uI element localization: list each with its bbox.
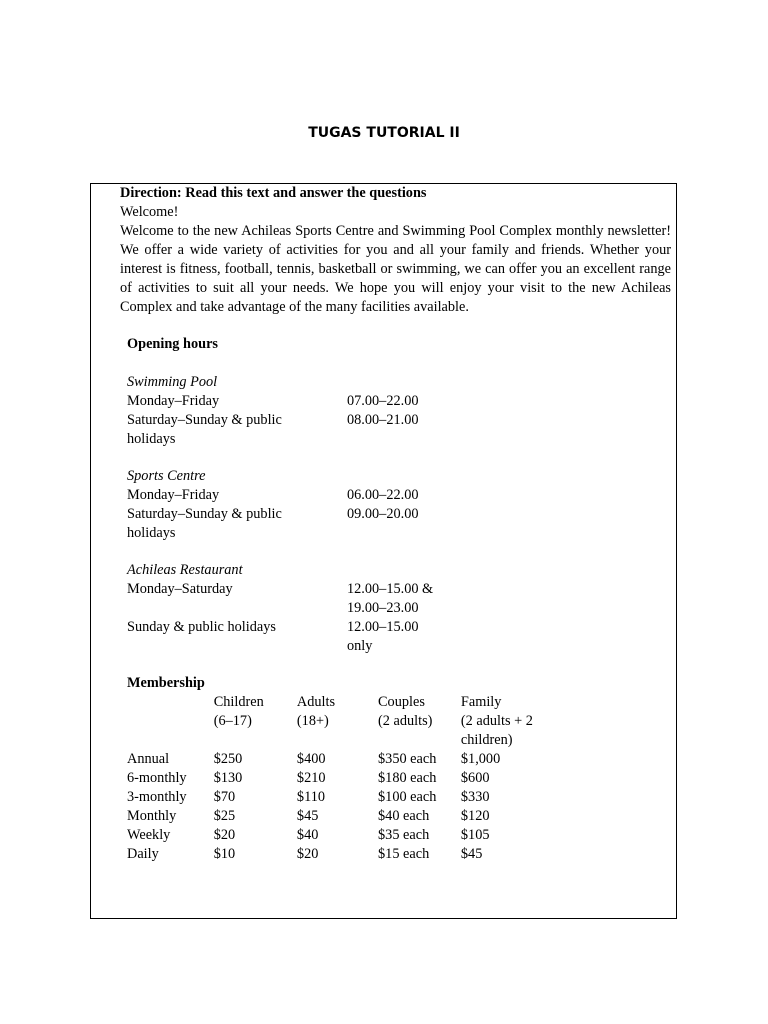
table-row: Annual $250 $400 $350 each $1,000	[127, 751, 501, 767]
page-title: TUGAS TUTORIAL II	[308, 125, 460, 141]
table-row: 3-monthly $70 $110 $100 each $330	[127, 789, 490, 805]
membership-heading: Membership	[127, 675, 205, 691]
restaurant-hours	[127, 561, 547, 654]
facility-name: Sports Centre	[127, 468, 206, 484]
direction-line: Direction: Read this text and answer the questions	[120, 185, 427, 201]
table-header-row	[127, 693, 547, 750]
welcome-line: Welcome!	[120, 204, 179, 220]
column-header: Children (6–17)	[213, 694, 264, 729]
intro-paragraph: Welcome to the new Achileas Sports Centre and Swimming Pool Complex monthly newsletter! We offer a wide variety of activities for you and all your family and friends. Whether your interest is fitness, football, tennis, basketball or swimming, we can offer you an excellent range of activities to suit all your needs. We hope you will enjoy your visit to the new Achileas Complex and take advantage of the many facilities available.	[120, 223, 671, 315]
opening-hours-heading: Opening hours	[127, 336, 218, 352]
column-header: Family (2 adults + 2 children)	[460, 694, 533, 748]
swimming-pool-hours	[127, 373, 547, 449]
hours-row: Saturday–Sunday & public holidays 09.00–20.00	[127, 506, 419, 541]
hours-row: Monday–Friday 06.00–22.00	[127, 487, 419, 503]
reading-text	[120, 184, 671, 317]
membership-section	[127, 674, 547, 864]
column-header: Adults (18+)	[296, 694, 336, 729]
hours-row: Saturday–Sunday & public holidays 08.00–21.00	[127, 412, 419, 447]
column-header: Couples (2 adults)	[378, 694, 433, 729]
table-row: Weekly $20 $40 $35 each $105	[127, 827, 490, 843]
facility-name: Swimming Pool	[127, 374, 218, 390]
membership-table	[127, 693, 547, 864]
facility-name: Achileas Restaurant	[127, 562, 243, 578]
sports-centre-hours	[127, 467, 547, 543]
hours-row: Monday–Saturday 12.00–15.00 & 19.00–23.00	[127, 581, 434, 616]
hours-row: Monday–Friday 07.00–22.00	[127, 393, 419, 409]
hours-row: Sunday & public holidays 12.00–15.00 only	[127, 619, 419, 654]
table-row: Daily $10 $20 $15 each $45	[127, 846, 483, 862]
table-row: Monthly $25 $45 $40 each $120	[127, 808, 490, 824]
table-row: 6-monthly $130 $210 $180 each $600	[127, 770, 490, 786]
